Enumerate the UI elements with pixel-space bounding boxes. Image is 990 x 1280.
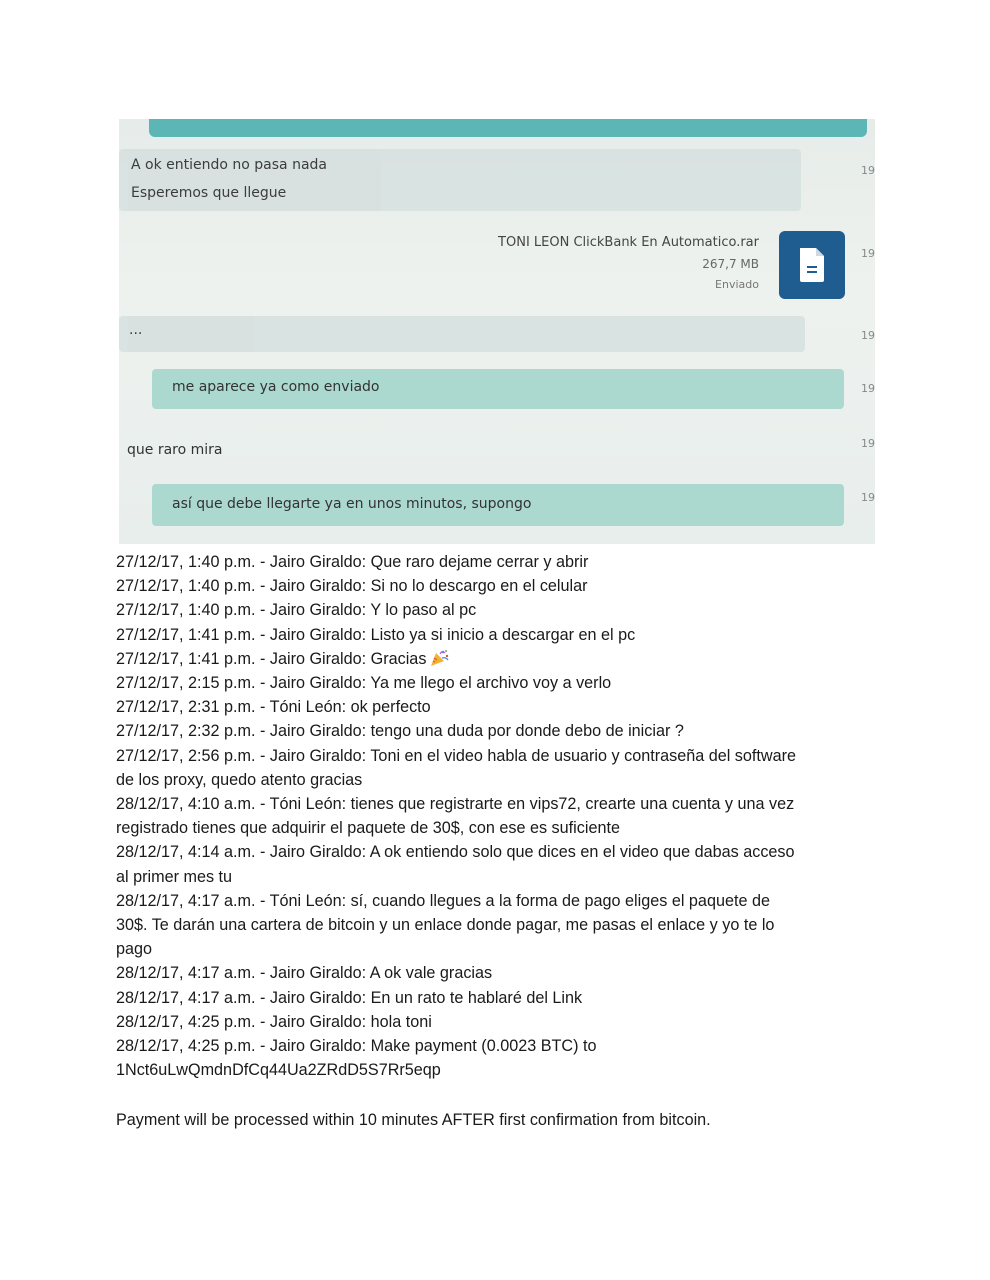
file-size: 267,7 MB: [702, 257, 759, 271]
transcript-text: 27/12/17, 1:41 p.m. - Jairo Giraldo: Gracias: [116, 649, 427, 668]
transcript-line: 28/12/17, 4:25 p.m. - Jairo Giraldo: Make payment (0.0023 BTC) to: [116, 1037, 597, 1056]
transcript-line: 27/12/17, 2:31 p.m. - Tóni León: ok perfecto: [116, 698, 431, 717]
transcript-line: 27/12/17, 1:40 p.m. - Jairo Giraldo: Y lo paso al pc: [116, 601, 477, 620]
payment-note: Payment will be processed within 10 minutes AFTER first confirmation from bitcoin.: [116, 1111, 711, 1129]
chat-bubble-incoming: [119, 149, 801, 211]
transcript-line: 28/12/17, 4:10 a.m. - Tóni León: tienes que registrarte en vips72, crearte una cuenta y una vez: [116, 795, 795, 814]
message-line: Esperemos que llegue: [131, 185, 287, 201]
transcript-line: 28/12/17, 4:25 p.m. - Jairo Giraldo: hola toni: [116, 1012, 432, 1031]
transcript-line: registrado tienes que adquirir el paquete de 30$, con ese es suficiente: [116, 819, 620, 838]
chat-bubble-outgoing: me aparece ya como enviado: [152, 369, 844, 409]
message-time: 19: [861, 247, 875, 260]
transcript-line: 27/12/17, 2:15 p.m. - Jairo Giraldo: Ya me llego el archivo voy a verlo: [116, 674, 612, 693]
chat-top-band: [149, 119, 867, 137]
chat-bubble-outgoing: así que debe llegarte ya en unos minutos, supongo: [152, 484, 844, 526]
message-time: 19: [861, 437, 875, 450]
transcript-line: 27/12/17, 1:40 p.m. - Jairo Giraldo: Que raro dejame cerrar y abrir: [116, 553, 589, 571]
file-icon-box[interactable]: [779, 231, 845, 299]
party-popper-icon: [430, 649, 450, 667]
transcript-line: 27/12/17, 1:40 p.m. - Jairo Giraldo: Si no lo descargo en el celular: [116, 577, 588, 596]
chat-bubble-incoming: ...: [119, 316, 805, 352]
file-attachment[interactable]: [425, 231, 845, 301]
transcript-line: de los proxy, quedo atento gracias: [116, 770, 363, 789]
chat-bubble-incoming: que raro mira: [127, 442, 223, 458]
document-icon: [797, 247, 827, 283]
transcript-line: 27/12/17, 2:32 p.m. - Jairo Giraldo: tengo una duda por donde debo de iniciar ?: [116, 722, 684, 741]
transcript-line: 28/12/17, 4:14 a.m. - Jairo Giraldo: A ok entiendo solo que dices en el video que dabas acceso: [116, 843, 795, 862]
transcript-line: 28/12/17, 4:17 a.m. - Jairo Giraldo: En un rato te hablaré del Link: [116, 988, 583, 1007]
transcript-line: 1Nct6uLwQmdnDfCq44Ua2ZRdD5S7Rr5eqp: [116, 1061, 441, 1080]
transcript-line: [116, 647, 876, 671]
file-name: TONI LEON ClickBank En Automatico.rar: [498, 235, 759, 250]
transcript-line: pago: [116, 940, 153, 959]
chat-screenshot-photo: [119, 119, 875, 544]
message-time: 19: [861, 329, 875, 342]
message-line: A ok entiendo no pasa nada: [131, 157, 327, 173]
transcript-line: 27/12/17, 1:41 p.m. - Jairo Giraldo: Listo ya si inicio a descargar en el pc: [116, 625, 636, 644]
transcript-line: al primer mes tu: [116, 867, 233, 886]
transcript-line: 30$. Te darán una cartera de bitcoin y un enlace donde pagar, me pasas el enlace y yo te lo: [116, 916, 775, 935]
transcript-line: 27/12/17, 2:56 p.m. - Jairo Giraldo: Toni en el video habla de usuario y contraseña del software: [116, 746, 796, 765]
transcript-line: 28/12/17, 4:17 a.m. - Tóni León: sí, cuando llegues a la forma de pago eliges el paquete de: [116, 891, 770, 910]
transcript-line: 28/12/17, 4:17 a.m. - Jairo Giraldo: A ok vale gracias: [116, 964, 493, 983]
message-time: 19: [861, 382, 875, 395]
file-status: Enviado: [715, 278, 759, 291]
chat-transcript: [116, 550, 876, 1082]
message-time: 19: [861, 164, 875, 177]
message-time: 19: [861, 491, 875, 504]
